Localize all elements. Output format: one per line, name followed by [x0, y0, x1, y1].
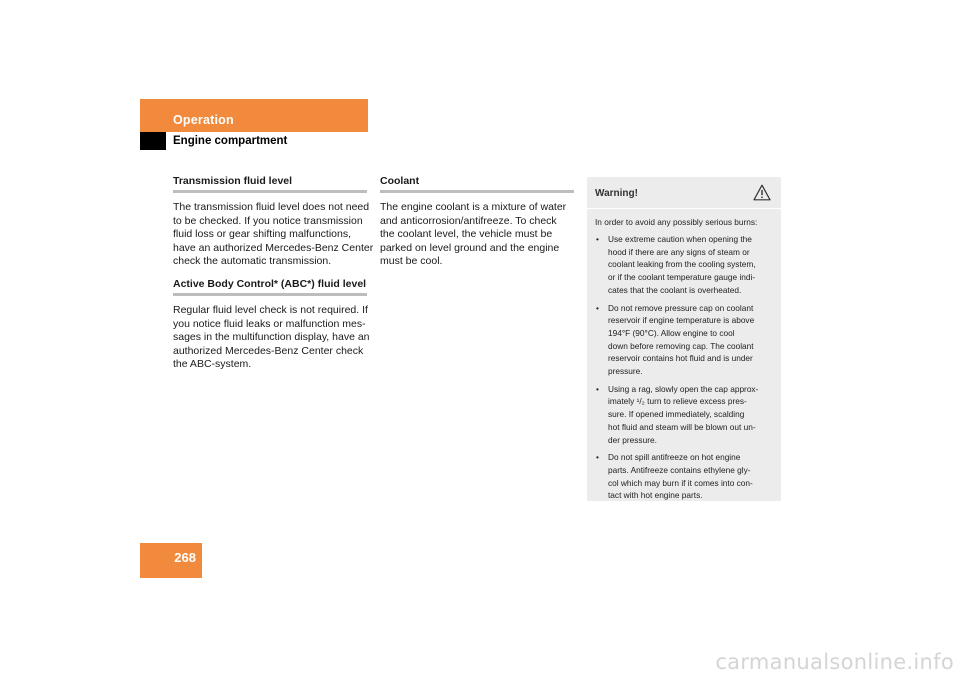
- warning-line: cates that the coolant is overheated.: [608, 284, 742, 295]
- body-line: sages in the multifunction display, have an: [173, 331, 370, 344]
- warning-line: der pressure.: [608, 434, 657, 445]
- warning-item: [595, 383, 781, 447]
- warning-item: [595, 302, 781, 378]
- warning-item: [595, 233, 781, 297]
- warning-box: [587, 177, 781, 501]
- warning-line: col which may burn if it comes into con-: [608, 477, 753, 488]
- body-line: and anticorrosion/antifreeze. To check: [380, 214, 557, 227]
- column-middle: [380, 175, 574, 278]
- section-body-transmission: [173, 201, 374, 269]
- warning-line: sure. If opened immediately, scalding: [608, 409, 745, 420]
- bullet-icon: •: [596, 383, 599, 394]
- section-heading-coolant: Coolant: [380, 175, 574, 193]
- body-line: authorized Mercedes-Benz Center check: [173, 344, 364, 357]
- bullet-icon: •: [596, 302, 599, 313]
- body-line: Regular fluid level check is not required. If: [173, 303, 368, 316]
- warning-header: [587, 177, 781, 209]
- warning-line: 194°F (90°C). Allow engine to cool: [608, 327, 735, 338]
- body-line: to be checked. If you notice transmission: [173, 214, 363, 227]
- warning-line: or if the coolant temperature gauge indi-: [608, 272, 756, 283]
- body-line: must be cool.: [380, 255, 443, 268]
- subsection-title: Engine compartment: [173, 135, 288, 147]
- warning-line: reservoir contains hot fluid and is under: [608, 353, 753, 364]
- page-number: 268: [140, 543, 202, 578]
- body-line: check the automatic transmission.: [173, 255, 332, 268]
- body-line: the coolant level, the vehicle must be: [380, 228, 553, 241]
- warning-line: down before removing cap. The coolant: [608, 340, 754, 351]
- body-line: parked on level ground and the engine: [380, 241, 560, 254]
- warning-line: hood if there are any signs of steam or: [608, 246, 750, 257]
- warning-title: Warning!: [595, 188, 638, 199]
- section-title: Operation: [173, 113, 234, 127]
- watermark: carmanualsonline.info: [715, 650, 954, 674]
- warning-line: parts. Antifreeze contains ethylene gly-: [608, 464, 751, 475]
- bullet-icon: •: [596, 234, 599, 244]
- header-marker: [140, 132, 166, 150]
- warning-triangle-icon: [753, 184, 771, 201]
- warning-line: Do not remove pressure cap on coolant: [608, 302, 754, 313]
- warning-line: coolant leaking from the cooling system,: [608, 259, 756, 270]
- section-body-abc: [173, 303, 370, 372]
- body-line: have an authorized Mercedes-Benz Center: [173, 241, 374, 254]
- warning-list: [587, 233, 781, 502]
- warning-line: Using a rag, slowly open the cap approx-: [608, 383, 759, 394]
- warning-intro: In order to avoid any possibly serious burns:: [595, 217, 758, 227]
- warning-line: tact with hot engine parts.: [608, 490, 703, 501]
- column-left: [173, 175, 374, 381]
- body-line: The transmission fluid level does not need: [173, 201, 370, 213]
- warning-line: reservoir if engine temperature is above: [608, 315, 755, 326]
- body-line: the ABC-system.: [173, 358, 252, 371]
- section-heading-abc: Active Body Control* (ABC*) fluid level: [173, 278, 367, 296]
- warning-line: pressure.: [608, 366, 643, 377]
- warning-item: [595, 451, 781, 502]
- body-line: The engine coolant is a mixture of water: [380, 201, 567, 213]
- body-line: you notice fluid leaks or malfunction mes-: [173, 317, 366, 330]
- section-heading-transmission: Transmission fluid level: [173, 175, 367, 193]
- warning-line: Use extreme caution when opening the: [608, 234, 752, 244]
- warning-line: Do not spill antifreeze on hot engine: [608, 452, 741, 463]
- warning-line: imately ¹/₂ turn to relieve excess pres-: [608, 396, 747, 407]
- body-line: fluid loss or gear shifting malfunctions,: [173, 228, 352, 241]
- warning-line: hot fluid and steam will be blown out un-: [608, 421, 756, 432]
- header-bar: [140, 99, 368, 132]
- bullet-icon: •: [596, 452, 599, 463]
- section-body-coolant: [380, 201, 574, 269]
